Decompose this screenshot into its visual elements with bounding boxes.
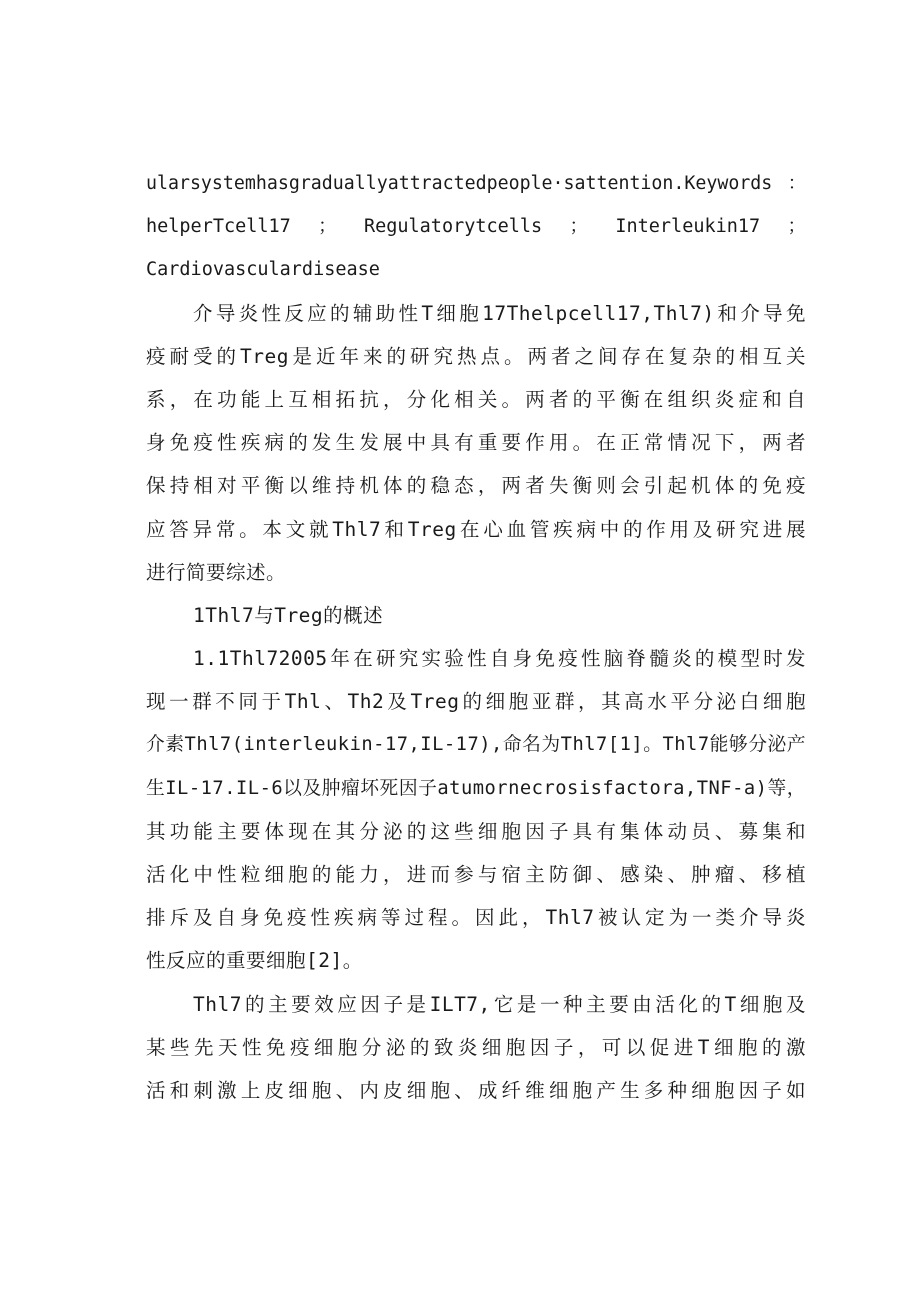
- intro-paragraph-line: 应答异常。本文就Thl7和Treg在心血管疾病中的作用及研究进展: [146, 517, 806, 541]
- intro-paragraph-line: 身免疫性疾病的发生发展中具有重要作用。在正常情况下，两者: [146, 431, 806, 455]
- subsection-paragraph-line: 生IL-17.IL-6以及肿瘤坏死因子atumornecrosisfactora,TNF-a)等，: [146, 777, 806, 799]
- subsection-paragraph-line: 性反应的重要细胞[2]。: [146, 949, 363, 973]
- subsection-paragraph-line: 现一群不同于Thl、Th2及Treg的细胞亚群，其高水平分泌白细胞: [146, 690, 806, 714]
- intro-paragraph-line: 进行简要综述。: [146, 560, 287, 584]
- intro-paragraph-line: 疫耐受的Treg是近年来的研究热点。两者之间存在复杂的相互关: [146, 344, 806, 368]
- keywords-line: helperTcell17 ； Regulatorytcells ； Interleukin17 ；: [146, 216, 806, 238]
- keywords-line: Cardiovasculardisease: [146, 259, 380, 281]
- effector-paragraph-line: 某些先天性免疫细胞分泌的致炎细胞因子，可以促进T细胞的激: [146, 1035, 806, 1059]
- intro-paragraph-line: 介导炎性反应的辅助性T细胞17Thelpcell17,Thl7)和介导免: [193, 301, 806, 325]
- abstract-line: ularsystemhasgraduallyattractedpeople·sattention.Keywords ：: [146, 173, 806, 194]
- subsection-paragraph-line: 其功能主要体现在其分泌的这些细胞因子具有集体动员、募集和: [146, 819, 806, 843]
- effector-paragraph-line: Thl7的主要效应因子是ILT7,它是一种主要由活化的T细胞及: [193, 992, 806, 1016]
- section-heading: 1Thl7与Treg的概述: [193, 603, 384, 627]
- subsection-paragraph-line: 活化中性粒细胞的能力，进而参与宿主防御、感染、肿瘤、移植: [146, 863, 806, 886]
- effector-paragraph-line: 活和刺激上皮细胞、内皮细胞、成纤维细胞产生多种细胞因子如: [146, 1078, 806, 1102]
- intro-paragraph-line: 系，在功能上互相拓抗，分化相关。两者的平衡在组织炎症和自: [146, 387, 806, 411]
- subsection-paragraph-line: 排斥及自身免疫性疾病等过程。因此，Thl7被认定为一类介导炎: [146, 906, 806, 930]
- subsection-paragraph-line: 1.1Thl72005年在研究实验性自身免疫性脑脊髓炎的模型时发: [193, 647, 806, 671]
- subsection-paragraph-line: 介素Thl7(interleukin-17,IL-17),命名为Thl7[1]。Thl7能够分泌产: [146, 734, 806, 756]
- intro-paragraph-line: 保持相对平衡以维持机体的稳态，两者失衡则会引起机体的免疫: [146, 474, 806, 498]
- document-body: [146, 162, 806, 1112]
